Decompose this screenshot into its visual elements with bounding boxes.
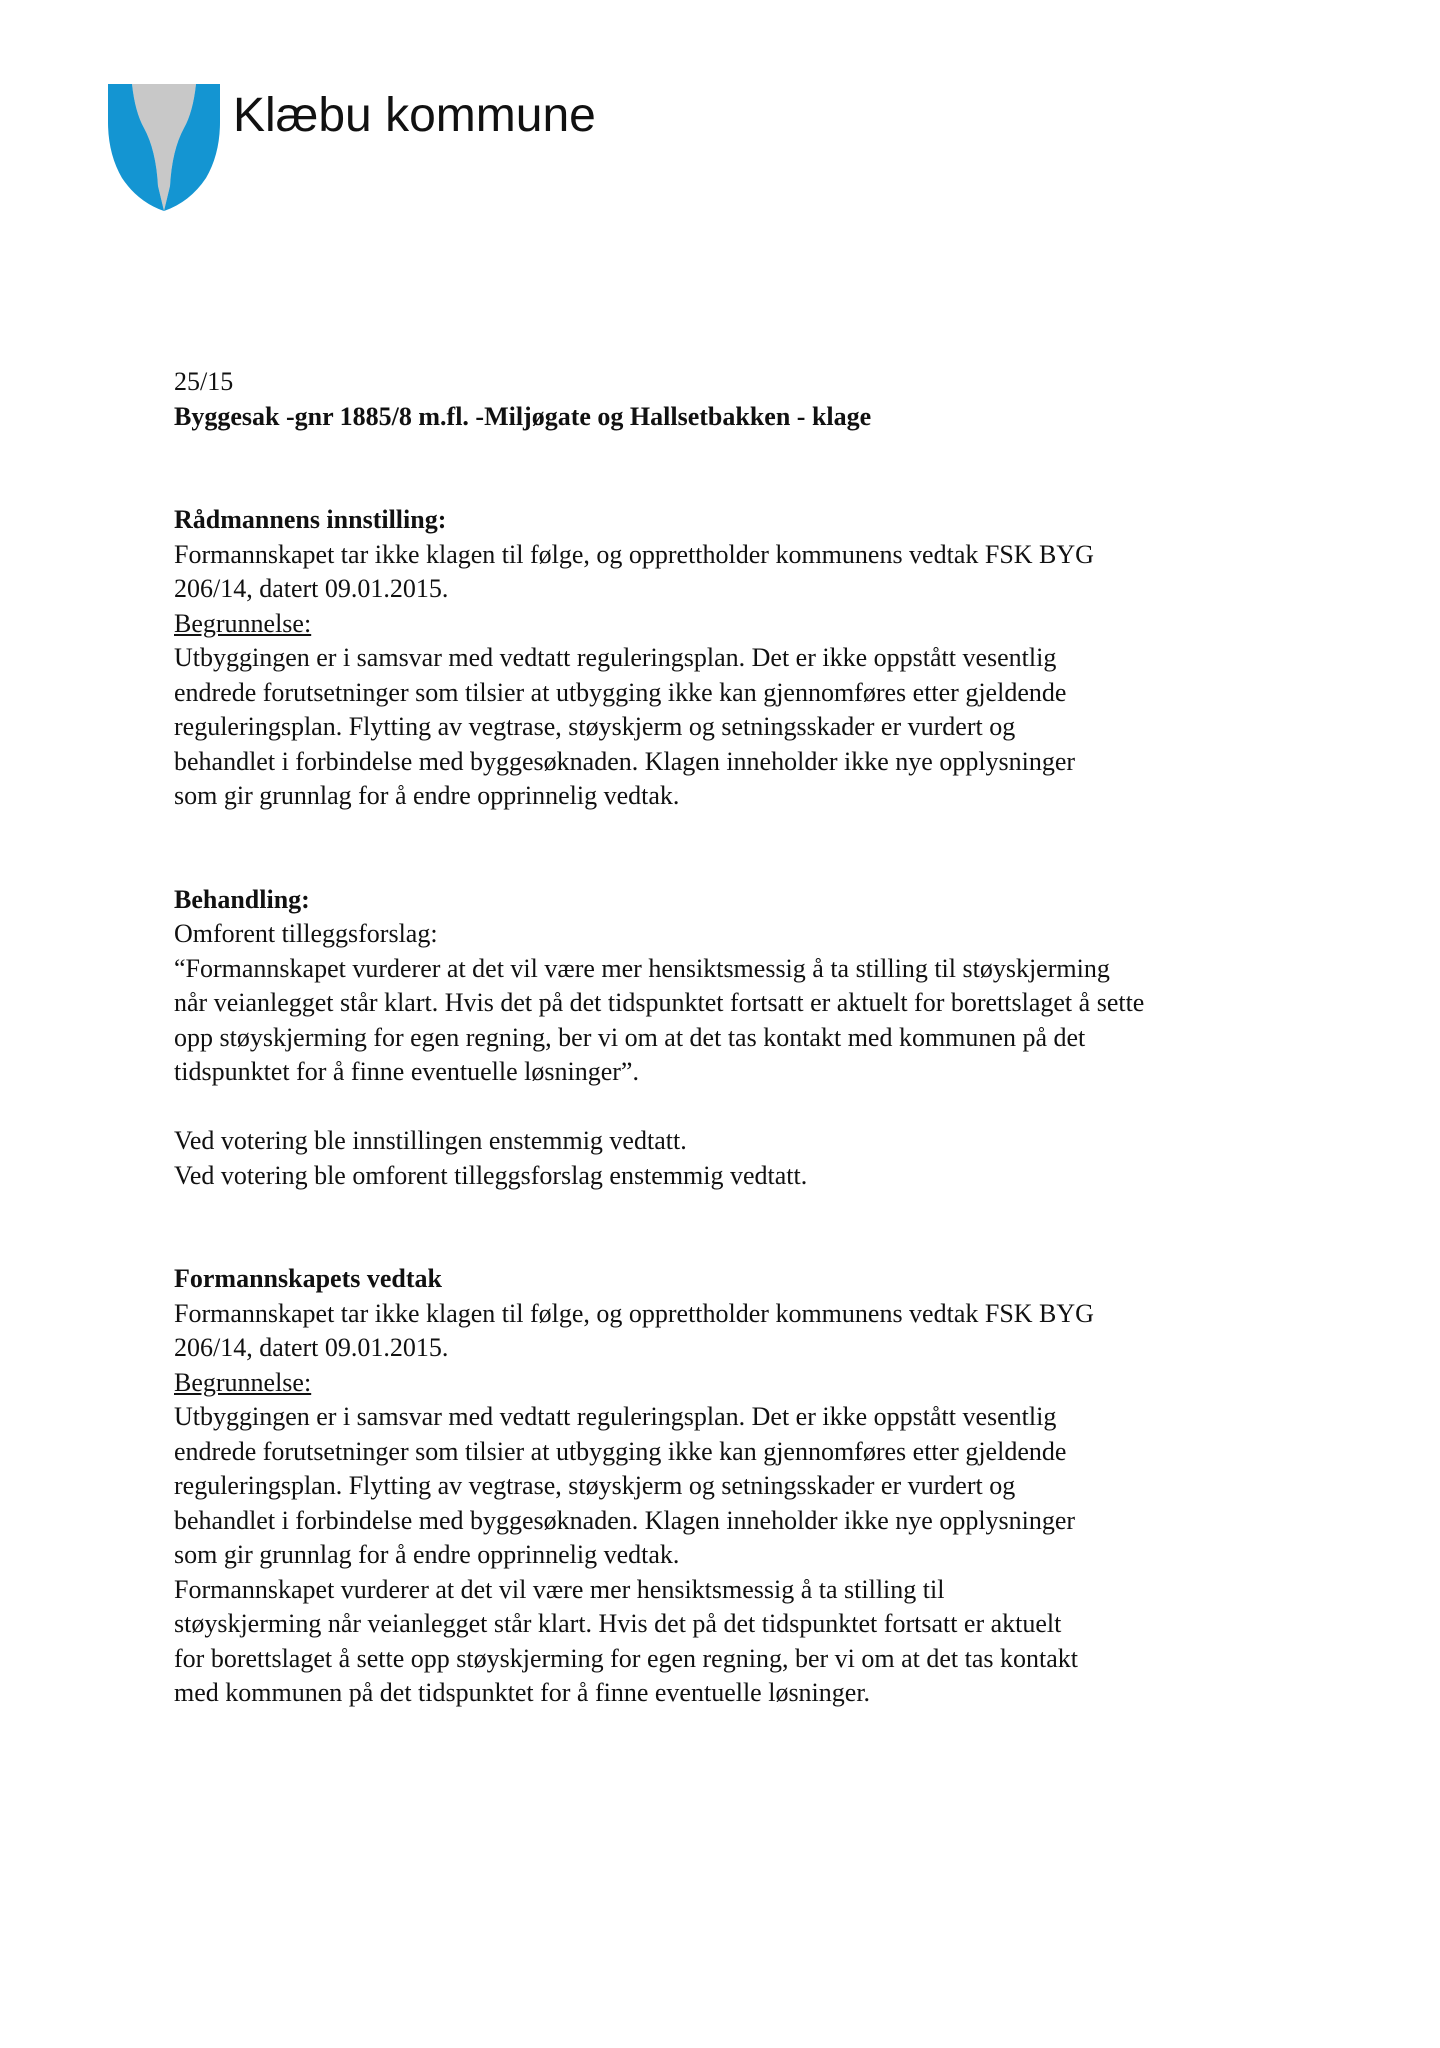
- text-line: Formannskapet tar ikke klagen til følge, og opprettholder kommunens vedtak FSK BYG: [174, 1298, 1094, 1328]
- vote-line: Ved votering ble omforent tilleggsforslag enstemmig vedtatt.: [174, 1160, 808, 1190]
- treatment-section: [174, 883, 1334, 1194]
- text-line: for borettslaget å sette opp støyskjerming for egen regning, ber vi om at det tas kontakt: [174, 1643, 1078, 1673]
- text-line: når veianlegget står klart. Hvis det på det tidspunktet fortsatt er aktuelt for borettslaget å sette: [174, 988, 1145, 1017]
- spacer: [174, 1090, 1334, 1125]
- text-line: Formannskapet tar ikke klagen til følge, og opprettholder kommunens vedtak FSK BYG: [174, 539, 1094, 569]
- spacer: [174, 434, 1334, 503]
- text-line: støyskjerming når veianlegget står klart. Hvis det på det tidspunktet fortsatt er aktuelt: [174, 1609, 1062, 1638]
- text-line: tidspunktet for å finne eventuelle løsninger”.: [174, 1057, 639, 1086]
- text-line: med kommunen på det tidspunktet for å finne eventuelle løsninger.: [174, 1678, 871, 1707]
- text-line: behandlet i forbindelse med byggesøknaden. Klagen inneholder ikke nye opplysninger: [174, 1505, 1076, 1535]
- justification-label: Begrunnelse:: [174, 608, 312, 638]
- recommendation-heading: Rådmannens innstilling:: [174, 505, 447, 534]
- text-line: Formannskapet vurderer at det vil være mer hensiktsmessig å ta stilling til: [174, 1574, 945, 1604]
- organization-name: Klæbu kommune: [233, 89, 596, 142]
- recommendation-section: [174, 503, 1334, 814]
- decision-heading: Formannskapets vedtak: [174, 1264, 442, 1293]
- spacer: [174, 1193, 1334, 1262]
- text-line: 206/14, datert 09.01.2015.: [174, 1333, 449, 1362]
- text-line: som gir grunnlag for å endre opprinnelig vedtak.: [174, 1540, 680, 1569]
- vote-line: Ved votering ble innstillingen enstemmig vedtatt.: [174, 1126, 687, 1155]
- treatment-heading: Behandling:: [174, 884, 310, 914]
- case-number: 25/15: [174, 367, 234, 396]
- text-line: endrede forutsetninger som tilsier at utbygging ikke kan gjennomføres etter gjeldende: [174, 677, 1067, 707]
- text-line: “Formannskapet vurderer at det vil være mer hensiktsmessig å ta stilling til støyskjerming: [174, 953, 1110, 983]
- text-line: behandlet i forbindelse med byggesøknaden. Klagen inneholder ikke nye opplysninger: [174, 746, 1076, 776]
- text-line: Utbyggingen er i samsvar med vedtatt reguleringsplan. Det er ikke oppstått vesentlig: [174, 643, 1057, 672]
- text-line: endrede forutsetninger som tilsier at utbygging ikke kan gjennomføres etter gjeldende: [174, 1436, 1067, 1466]
- document-body: [174, 365, 1334, 1711]
- spacer: [174, 814, 1334, 883]
- proposal-label: Omforent tilleggsforslag:: [174, 919, 438, 948]
- case-title: Byggesak -gnr 1885/8 m.fl. -Miljøgate og Hallsetbakken - klage: [174, 401, 872, 431]
- text-line: reguleringsplan. Flytting av vegtrase, støyskjerm og setningsskader er vurdert og: [174, 712, 1016, 741]
- text-line: Utbyggingen er i samsvar med vedtatt reguleringsplan. Det er ikke oppstått vesentlig: [174, 1402, 1057, 1431]
- klaebu-coat-of-arms-icon: [108, 82, 220, 214]
- justification-label: Begrunnelse:: [174, 1367, 312, 1397]
- text-line: opp støyskjerming for egen regning, ber vi om at det tas kontakt med kommunen på det: [174, 1022, 1086, 1052]
- text-line: som gir grunnlag for å endre opprinnelig vedtak.: [174, 781, 680, 810]
- decision-section: [174, 1262, 1334, 1711]
- text-line: 206/14, datert 09.01.2015.: [174, 574, 449, 603]
- text-line: reguleringsplan. Flytting av vegtrase, støyskjerm og setningsskader er vurdert og: [174, 1471, 1016, 1500]
